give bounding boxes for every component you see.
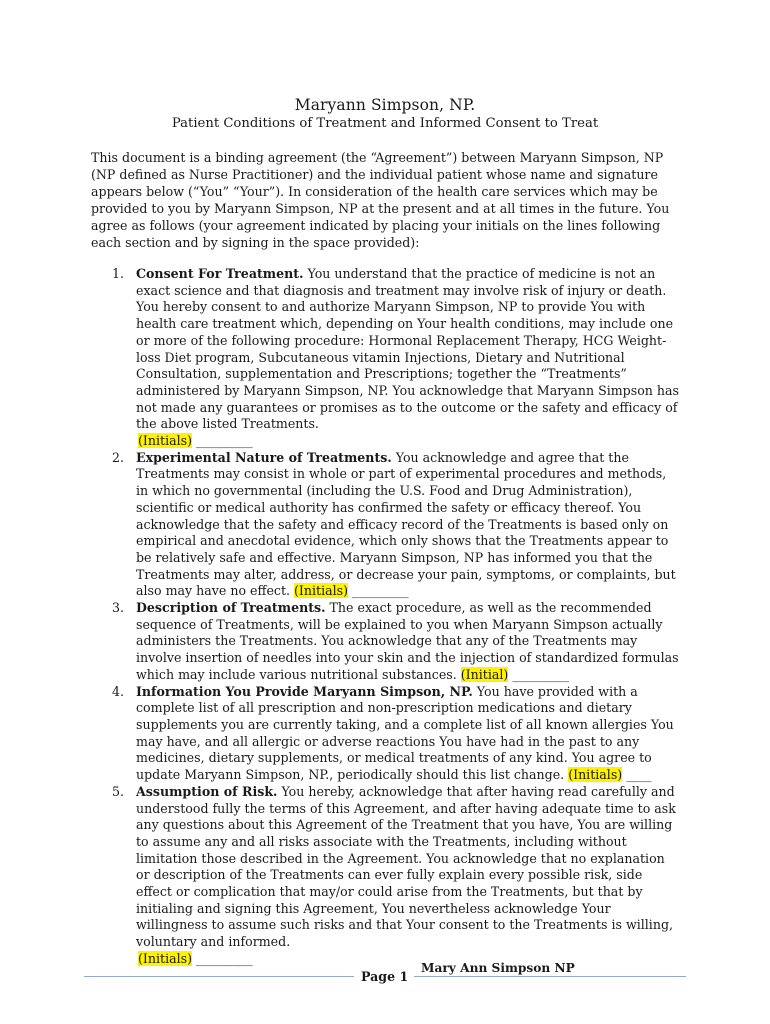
initials-label: (Initial): [460, 666, 509, 682]
item-body: The exact procedure, as well as the recommended sequence of Treatments, will be explained to you when Maryann Simpson actually administers the Treatments. You acknowledge that any of the Treatments may involve insertion of needles into your skin and the injection of standardized formulas which may include various nutritional substances.: [136, 600, 679, 682]
initials-label: (Initials): [294, 583, 349, 599]
footer-rule-right: [414, 976, 686, 977]
page-number: Page 1: [361, 969, 409, 984]
initials-field[interactable]: [136, 951, 681, 968]
list-item: [91, 784, 681, 968]
item-number: 3.: [112, 600, 125, 616]
item-heading: Description of Treatments.: [136, 600, 326, 616]
item-body: You understand that the practice of medicine is not an exact science and that diagnosis and treatment may involve risk of injury or death. You hereby consent to and authorize Maryann Simpson, NP to provide You with health care treatment which, depending on Your health conditions, may include one or more of the following procedure: Hormonal Replacement Therapy, HCG Weight-loss Diet program, Subcutaneous vitamin Injections, Dietary and Nutritional Consultation, supplementation and Prescriptions; together the “Treatments” administered by Maryann Simpson, NP. You acknowledge that Maryann Simpson has not made any guarantees or promises as to the outcome or the safety and efficacy of the above listed Treatments.: [136, 266, 679, 432]
item-number: 2.: [112, 449, 125, 465]
initials-field[interactable]: [461, 667, 569, 682]
initials-field[interactable]: [294, 583, 409, 598]
item-heading: Consent For Treatment.: [136, 266, 304, 281]
list-item: [91, 450, 681, 600]
initials-label: (Initials): [568, 767, 623, 783]
initials-blank: _________: [192, 950, 253, 966]
footer-rule-left: [84, 976, 354, 977]
item-number: 1.: [112, 266, 125, 281]
item-heading: Assumption of Risk.: [136, 783, 278, 799]
list-item: [91, 684, 681, 784]
item-heading: Information You Provide Maryann Simpson, NP.: [136, 683, 473, 699]
initials-blank: _________: [348, 583, 409, 599]
initials-blank: ____: [622, 767, 652, 783]
list-item: [91, 266, 681, 450]
document-title: Maryann Simpson, NP.: [294, 96, 476, 114]
intro-paragraph: This document is a binding agreement (the “Agreement”) between Maryann Simpson, NP (NP defined as Nurse Practitioner) and the individual patient whose name and signature appears below (“You” “Your”). In consideration of the health care services which may be provided to you by Maryann Simpson, NP at the present and at all times in the future. You agree as follows (your agreement indicated by placing your initials on the lines following each section and by signing in the space provided):: [91, 150, 670, 250]
initials-blank: _________: [192, 433, 253, 449]
item-number: 5.: [112, 783, 125, 799]
terms-list: [91, 266, 681, 968]
item-number: 4.: [112, 683, 125, 699]
footer-name: Mary Ann Simpson NP: [421, 961, 575, 975]
initials-label: (Initials): [138, 950, 193, 966]
initials-field[interactable]: [568, 767, 651, 782]
item-body: You acknowledge and agree that the Treatments may consist in whole or part of experimental procedures and methods, in which no governmental (including the U.S. Food and Drug Administration), scientific or medical authority has confirmed the safety or efficacy thereof. You acknowledge that the safety and efficacy record of the Treatments is based only on empirical and anecdotal evidence, which only shows that the Treatments appear to be relatively safe and effective. Maryann Simpson, NP has informed you that the Treatments may alter, address, or decrease your pain, symptoms, or complaints, but also may have no effect.: [136, 449, 676, 599]
list-item: [91, 600, 681, 684]
item-heading: Experimental Nature of Treatments.: [136, 449, 392, 465]
initials-field[interactable]: [136, 433, 681, 450]
document-subtitle: Patient Conditions of Treatment and Informed Consent to Treat: [171, 116, 599, 131]
item-body: You have provided with a complete list of all prescription and non-prescription medications and dietary supplements you are currently taking, and a complete list of all known allergies You may have, and all allergic or adverse reactions You have had in the past to any medicines, dietary supplements, or medical treatments of any kind. You agree to update Maryann Simpson, NP., periodically should this list change.: [136, 683, 674, 783]
item-body: You hereby, acknowledge that after having read carefully and understood fully the terms of this Agreement, and after having adequate time to ask any questions about this Agreement of the Treatment that you have, You are willing to assume any and all risks associate with the Treatments, including without limitation those described in the Agreement. You acknowledge that no explanation or description of the Treatments can ever fully explain every possible risk, side effect or complication that may/or could arise from the Treatments, but that by initialing and signing this Agreement, You nevertheless acknowledge Your willingness to assume such risks and that Your consent to the Treatments is willing, voluntary and informed.: [136, 783, 676, 950]
initials-blank: _________: [508, 666, 570, 682]
initials-label: (Initials): [138, 433, 193, 449]
